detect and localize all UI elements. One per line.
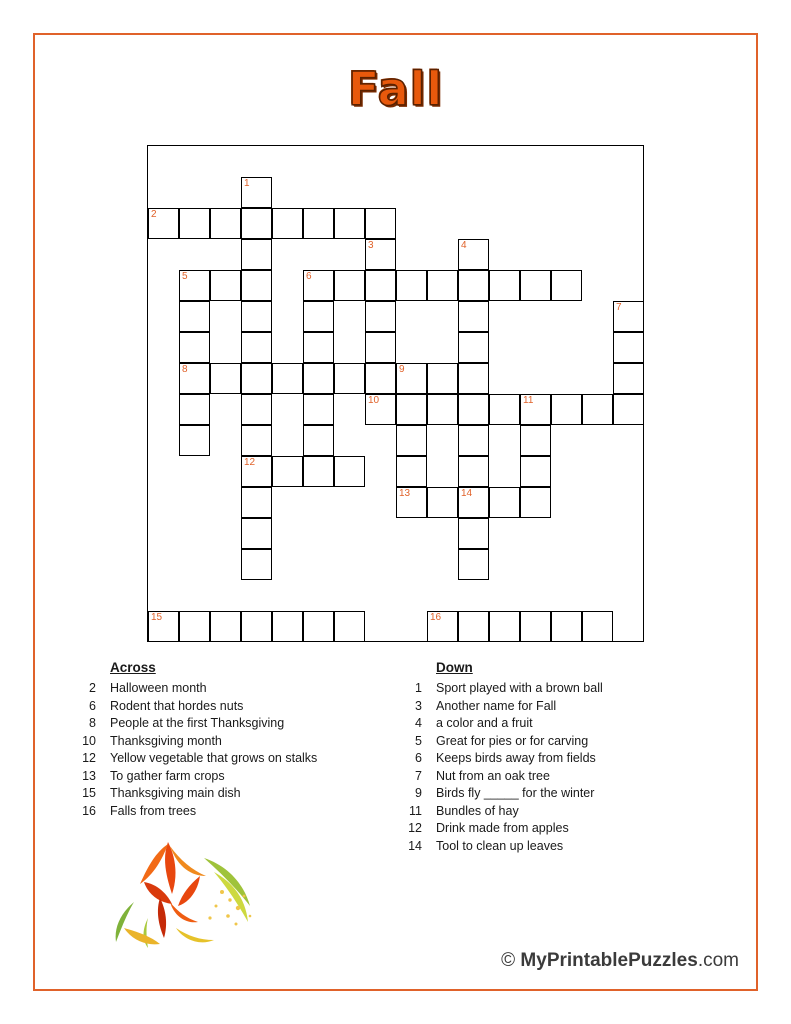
crossword-cell[interactable] [582, 394, 613, 425]
clue-text: Great for pies or for carving [436, 733, 589, 748]
crossword-cell[interactable] [241, 208, 272, 239]
cell-number: 3 [368, 240, 374, 251]
clue-number: 2 [89, 681, 96, 695]
crossword-cell[interactable] [334, 208, 365, 239]
crossword-cell[interactable] [241, 394, 272, 425]
crossword-cell[interactable] [427, 611, 458, 642]
clue-number: 3 [415, 698, 422, 713]
footer-brand: MyPrintablePuzzles [520, 950, 698, 971]
down-clue-row [388, 838, 728, 856]
cell-number: 15 [151, 612, 163, 623]
clue-text: Nut from an oak tree [436, 768, 550, 783]
clue-text: Another name for Fall [436, 698, 557, 713]
down-clue-list [388, 680, 728, 855]
crossword-cell[interactable] [241, 301, 272, 332]
across-clue-row [62, 733, 402, 751]
crossword-cell[interactable] [520, 611, 551, 642]
crossword-cell[interactable] [272, 208, 303, 239]
clue-text: Thanksgiving month [110, 733, 222, 748]
crossword-cell[interactable] [303, 270, 334, 301]
crossword-cell[interactable] [241, 425, 272, 456]
cell-number: 9 [399, 364, 405, 375]
down-clue-row [388, 750, 728, 768]
crossword-cell[interactable] [241, 177, 272, 208]
down-clue-row [388, 785, 728, 803]
crossword-cell[interactable] [458, 425, 489, 456]
crossword-cell[interactable] [210, 208, 241, 239]
page-title: Fall [347, 62, 444, 116]
clue-number: 6 [415, 751, 422, 765]
crossword-cell[interactable] [179, 611, 210, 642]
crossword-cell[interactable] [303, 332, 334, 363]
cell-number: 14 [461, 488, 473, 499]
clue-number: 12 [82, 751, 96, 765]
crossword-cell[interactable] [272, 456, 303, 487]
clue-text: To gather farm crops [110, 768, 225, 783]
crossword-cell[interactable] [272, 363, 303, 394]
footer-credit [501, 950, 739, 972]
crossword-cell[interactable] [148, 611, 179, 642]
clue-number: 15 [82, 786, 96, 800]
crossword-cell[interactable] [489, 270, 520, 301]
crossword-cell[interactable] [210, 363, 241, 394]
clue-text: Halloween month [110, 681, 207, 695]
crossword-cell[interactable] [365, 394, 396, 425]
clue-number: 1 [415, 681, 422, 695]
clue-text: Keeps birds away from fields [436, 751, 596, 765]
crossword-cell[interactable] [458, 394, 489, 425]
clues-section [0, 660, 791, 853]
crossword-cell[interactable] [427, 363, 458, 394]
crossword-cell[interactable] [179, 363, 210, 394]
crossword-cell[interactable] [427, 487, 458, 518]
across-clue-row [62, 803, 402, 821]
crossword-cell[interactable] [241, 363, 272, 394]
crossword-cell[interactable] [582, 611, 613, 642]
crossword-cell[interactable] [148, 208, 179, 239]
crossword-cell[interactable] [241, 456, 272, 487]
crossword-cell[interactable] [613, 301, 644, 332]
crossword-cell[interactable] [179, 208, 210, 239]
down-clue-row [388, 803, 728, 821]
across-clues [62, 660, 402, 820]
crossword-cell[interactable] [210, 270, 241, 301]
cell-number: 13 [399, 488, 411, 499]
crossword-cell[interactable] [303, 301, 334, 332]
crossword-cell[interactable] [396, 456, 427, 487]
crossword-cell[interactable] [303, 394, 334, 425]
crossword-cell[interactable] [179, 394, 210, 425]
crossword-cell[interactable] [520, 394, 551, 425]
down-clue-row [388, 733, 728, 751]
crossword-cell[interactable] [520, 487, 551, 518]
crossword-cell[interactable] [458, 332, 489, 363]
crossword-cell[interactable] [458, 301, 489, 332]
footer-domain-suffix: .com [697, 950, 739, 971]
cell-number: 16 [430, 612, 442, 623]
crossword-cell[interactable] [303, 425, 334, 456]
clue-number: 6 [89, 698, 96, 713]
clue-number: 11 [409, 803, 422, 818]
crossword-cell[interactable] [365, 332, 396, 363]
crossword-cell[interactable] [241, 332, 272, 363]
crossword-cell[interactable] [489, 487, 520, 518]
down-clue-row [388, 715, 728, 733]
crossword-cell[interactable] [427, 394, 458, 425]
down-heading: Down [436, 660, 473, 675]
clue-number: 7 [415, 768, 422, 783]
crossword-cell[interactable] [365, 363, 396, 394]
crossword-cell[interactable] [179, 301, 210, 332]
crossword-cell[interactable] [396, 425, 427, 456]
cell-number: 8 [182, 364, 188, 375]
crossword-cell[interactable] [179, 425, 210, 456]
cell-number: 1 [244, 178, 250, 189]
fall-leaves-illustration [104, 832, 294, 952]
crossword-cell[interactable] [334, 270, 365, 301]
clue-number: 9 [415, 786, 422, 800]
clue-number: 10 [82, 733, 96, 748]
cell-number: 5 [182, 271, 188, 282]
cell-number: 4 [461, 240, 467, 251]
crossword-cell[interactable] [334, 611, 365, 642]
crossword-cell[interactable] [334, 363, 365, 394]
crossword-cell[interactable] [489, 611, 520, 642]
crossword-cell[interactable] [458, 456, 489, 487]
cell-number: 11 [523, 395, 534, 406]
crossword-cell[interactable] [396, 363, 427, 394]
clue-text: Falls from trees [110, 803, 197, 818]
crossword-cell[interactable] [613, 363, 644, 394]
down-clue-row [388, 698, 728, 716]
crossword-cell[interactable] [303, 363, 334, 394]
down-clue-row [388, 820, 728, 838]
cell-number: 6 [306, 271, 312, 282]
crossword-cell[interactable] [365, 270, 396, 301]
across-clue-row [62, 698, 402, 716]
crossword-cell[interactable] [303, 208, 334, 239]
clue-number: 5 [415, 733, 422, 748]
across-clue-row [62, 715, 402, 733]
crossword-cell[interactable] [179, 332, 210, 363]
crossword-cell[interactable] [551, 611, 582, 642]
crossword-cell[interactable] [520, 270, 551, 301]
across-clue-row [62, 768, 402, 786]
crossword-cell[interactable] [396, 487, 427, 518]
across-clue-row [62, 750, 402, 768]
crossword-cell[interactable] [489, 394, 520, 425]
cell-number: 2 [151, 209, 157, 220]
crossword-cell[interactable] [613, 332, 644, 363]
crossword-cell[interactable] [551, 270, 582, 301]
crossword-cell[interactable] [458, 611, 489, 642]
crossword-cells[interactable] [148, 146, 643, 641]
clue-text: People at the first Thanksgiving [110, 716, 285, 730]
clue-text: Sport played with a brown ball [436, 681, 603, 695]
cell-number: 10 [368, 395, 380, 406]
crossword-cell[interactable] [427, 270, 458, 301]
crossword-cell[interactable] [365, 301, 396, 332]
clue-number: 16 [82, 803, 96, 818]
crossword-cell[interactable] [613, 394, 644, 425]
across-clue-list [62, 680, 402, 820]
crossword-cell[interactable] [365, 239, 396, 270]
clue-text: Thanksgiving main dish [110, 786, 241, 800]
clue-text: a color and a fruit [436, 716, 533, 730]
clue-text: Drink made from apples [436, 821, 569, 835]
across-clue-row [62, 680, 402, 698]
crossword-cell[interactable] [241, 549, 272, 580]
crossword-cell[interactable] [396, 394, 427, 425]
crossword-cell[interactable] [458, 270, 489, 301]
down-clue-row [388, 768, 728, 786]
footer-copyright: © [501, 950, 521, 971]
crossword-cell[interactable] [458, 549, 489, 580]
clue-number: 12 [408, 821, 422, 835]
crossword-cell[interactable] [179, 270, 210, 301]
crossword-cell[interactable] [458, 518, 489, 549]
crossword-grid[interactable] [147, 145, 644, 642]
clue-number: 8 [89, 716, 96, 730]
crossword-cell[interactable] [303, 611, 334, 642]
crossword-cell[interactable] [241, 611, 272, 642]
clue-text: Birds fly _____ for the winter [436, 786, 595, 800]
clue-text: Tool to clean up leaves [436, 838, 564, 853]
crossword-cell[interactable] [520, 425, 551, 456]
crossword-cell[interactable] [210, 611, 241, 642]
crossword-cell[interactable] [396, 270, 427, 301]
down-clue-row [388, 680, 728, 698]
crossword-cell[interactable] [458, 363, 489, 394]
clue-number: 4 [415, 716, 422, 730]
crossword-cell[interactable] [365, 208, 396, 239]
across-clue-row [62, 785, 402, 803]
crossword-cell[interactable] [551, 394, 582, 425]
cell-number: 7 [616, 302, 622, 313]
crossword-cell[interactable] [241, 239, 272, 270]
crossword-cell[interactable] [334, 456, 365, 487]
crossword-cell[interactable] [458, 487, 489, 518]
crossword-cell[interactable] [272, 611, 303, 642]
clue-number: 13 [82, 768, 96, 783]
crossword-cell[interactable] [520, 456, 551, 487]
crossword-cell[interactable] [241, 487, 272, 518]
crossword-cell[interactable] [241, 270, 272, 301]
clue-text: Yellow vegetable that grows on stalks [110, 751, 318, 765]
clue-number: 14 [408, 838, 422, 853]
clue-text: Rodent that hordes nuts [110, 698, 244, 713]
clue-text: Bundles of hay [436, 803, 519, 818]
cell-number: 12 [244, 457, 256, 468]
crossword-cell[interactable] [303, 456, 334, 487]
crossword-cell[interactable] [241, 518, 272, 549]
down-clues [388, 660, 728, 855]
across-heading: Across [110, 660, 156, 675]
crossword-cell[interactable] [458, 239, 489, 270]
